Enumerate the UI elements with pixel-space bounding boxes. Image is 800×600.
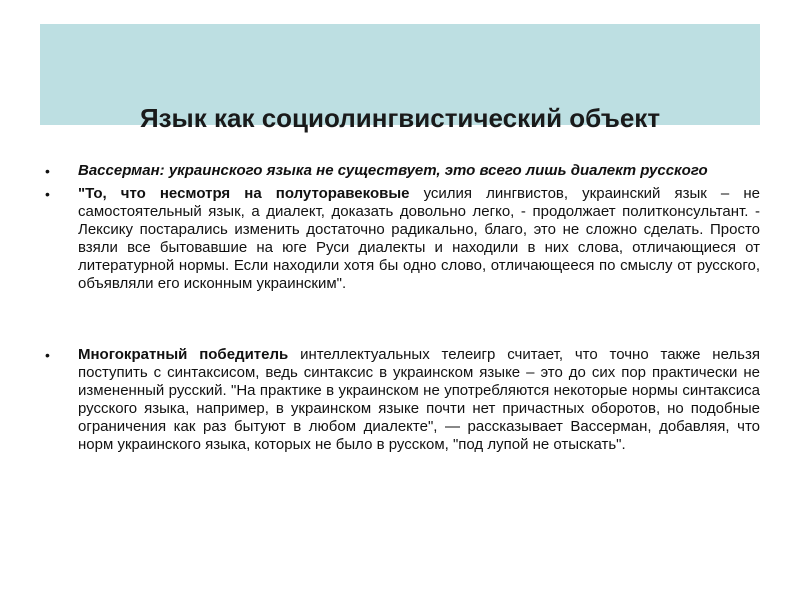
bullet-item-3	[45, 346, 760, 454]
bullet-marker: •	[45, 347, 50, 363]
bullet-list	[45, 162, 760, 454]
bullet-marker: •	[45, 186, 50, 202]
bullet-text: Вассерман: украинского языка не существует, это всего лишь диалект русского	[78, 162, 708, 179]
bullet-bold-lead: "То, что несмотря на полуторавековые	[78, 185, 410, 202]
bullet-item-1	[45, 162, 760, 180]
bullet-marker: •	[45, 163, 50, 179]
bullet-bold-lead: Многократный победитель	[78, 346, 289, 363]
bullet-item-2	[45, 185, 760, 293]
slide-title: Язык как социолингвистический объект	[139, 103, 661, 133]
bullet-text: интеллектуальных телеигр считает, что точно также нельзя поступить с синтаксисом, ведь синтаксис в украинском языке – это до сих пор практически не измененный русский. "На практике в украинском не употребляются некоторые нормы синтаксиса русского языка, например, в украинском языке почти нет причастных оборотов, но подобные ограничения как раз бытуют в любом диалекте", — рассказывает Вассерман, добавляя, что норм украинского языка, которых не было в русском, "под лупой не отыскать".	[78, 346, 761, 453]
bullet-text: усилия лингвистов, украинский язык – не самостоятельный язык, а диалект, доказать довольно легко, - продолжает политконсультант. - Лексику постарались изменить достаточно радикально, благо, это не сложно сделать. Просто взяли все бытовавшие на юге Руси диалекты и находили в них слова, отличающиеся от литературной нормы. Если находили хотя бы одно слово, отличающееся по смыслу от русского, объявляли его исконным украинским".	[78, 185, 760, 292]
